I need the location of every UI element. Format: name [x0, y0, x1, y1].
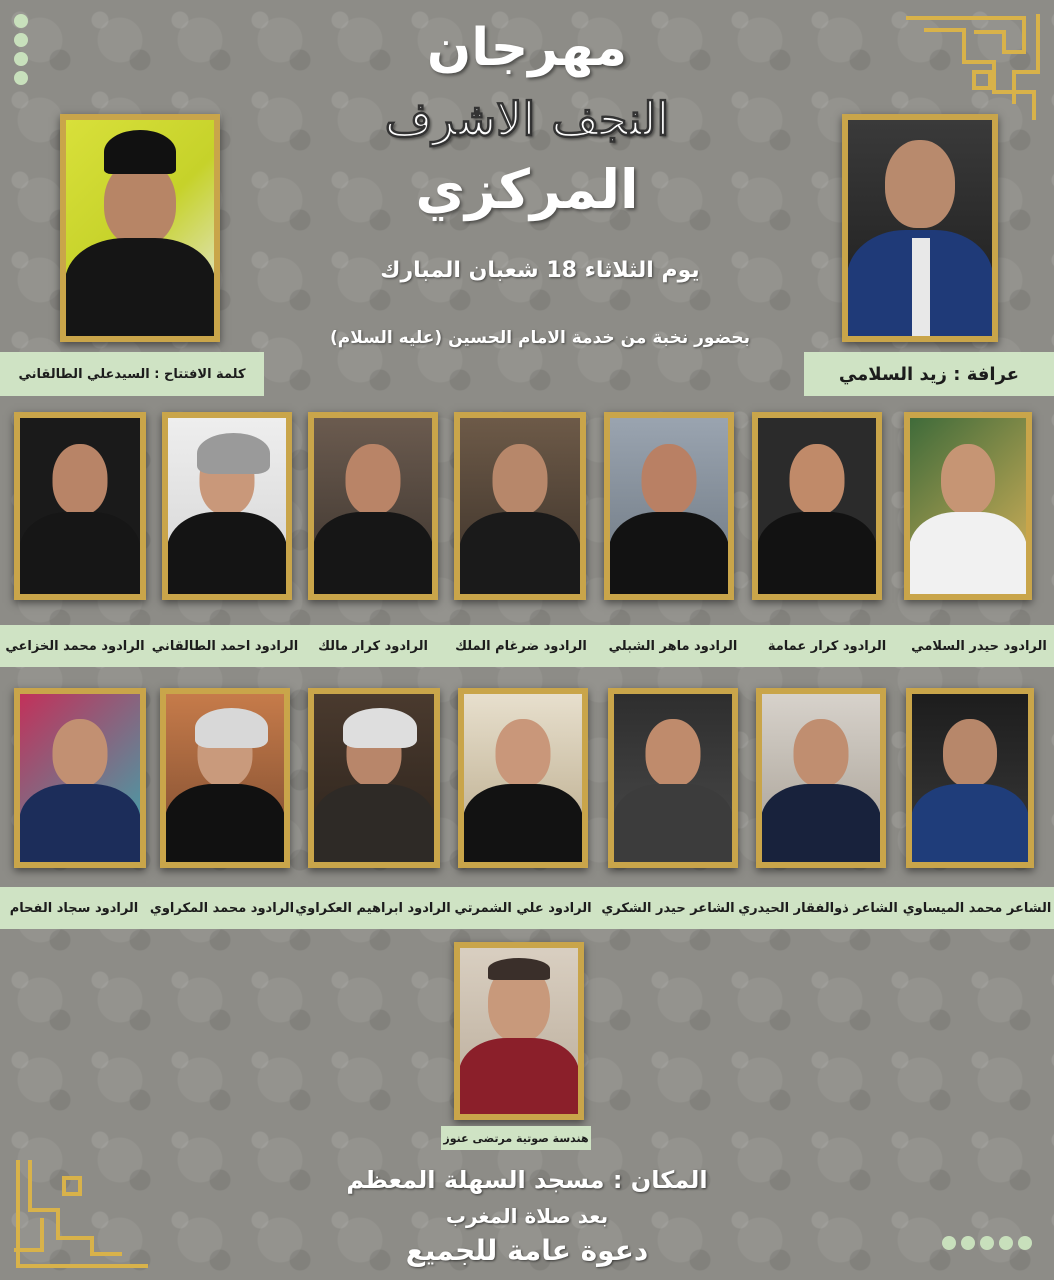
row1-photo — [904, 412, 1032, 600]
row1-photo — [752, 412, 882, 600]
row1-label: الرادود كرار مالك — [318, 638, 428, 654]
event-invite: دعوة عامة للجميع — [405, 1234, 649, 1267]
row2-label: الرادود سجاد الفحام — [9, 900, 139, 916]
row2-photo — [458, 688, 588, 868]
row1-labels — [0, 625, 1054, 667]
featured-caption-left: كلمة الافتتاح : السيدعلي الطالقاني — [0, 352, 264, 396]
row2-photo — [756, 688, 886, 868]
sound-engineer-caption: هندسة صوتية مرتضى عنوز — [441, 1126, 591, 1150]
festival-title-line1: مهرجان — [426, 18, 628, 78]
row2-photo — [160, 688, 290, 868]
row2-photo — [14, 688, 146, 868]
row2-label: الرادود ابراهيم العكراوي — [295, 900, 451, 916]
row1-label: الرادود احمد الطالقاني — [151, 638, 299, 654]
row2-label: الرادود محمد المكراوي — [149, 900, 295, 916]
row1-label: الرادود محمد الخزاعي — [5, 638, 145, 654]
event-place: المكان : مسجد السهلة المعظم — [346, 1166, 708, 1194]
featured-photo-left — [60, 114, 220, 342]
row1-label: الرادود كرار عمامة — [767, 638, 887, 654]
row2-label: الشاعر محمد الميساوي — [902, 900, 1052, 916]
festival-title-line3: المركزي — [415, 158, 639, 221]
gold-ornament-bottom-left — [12, 1158, 152, 1270]
festival-title-line2: النجف الاشرف — [384, 92, 670, 146]
event-date: يوم الثلاثاء 18 شعبان المبارك — [380, 258, 700, 283]
row2-photo — [308, 688, 440, 868]
row1-photo — [308, 412, 438, 600]
row2-label: الشاعر ذوالفقار الحيدري — [738, 900, 898, 916]
featured-caption-right: عرافة : زيد السلامي — [804, 352, 1054, 396]
event-time: بعد صلاة المغرب — [445, 1204, 609, 1228]
decorative-dots-bottom-right — [942, 1236, 1032, 1250]
row1-photo — [14, 412, 146, 600]
row2-labels — [0, 887, 1054, 929]
row1-photo — [604, 412, 734, 600]
sound-engineer-photo — [454, 942, 584, 1120]
row2-label: الشاعر حيدر الشكري — [601, 900, 735, 916]
row2-photo — [906, 688, 1034, 868]
event-tagline: بحضور نخبة من خدمة الامام الحسين (عليه السلام) — [330, 328, 750, 348]
row2-label: الرادود علي الشمرتي — [454, 900, 592, 916]
row1-label: الرادود حيدر السلامي — [911, 638, 1047, 654]
featured-photo-right — [842, 114, 998, 342]
row1-photo — [454, 412, 586, 600]
row1-label: الرادود ماهر الشبلي — [608, 638, 738, 654]
row1-label: الرادود ضرغام الملك — [455, 638, 587, 654]
row1-photo — [162, 412, 292, 600]
row2-photo — [608, 688, 738, 868]
